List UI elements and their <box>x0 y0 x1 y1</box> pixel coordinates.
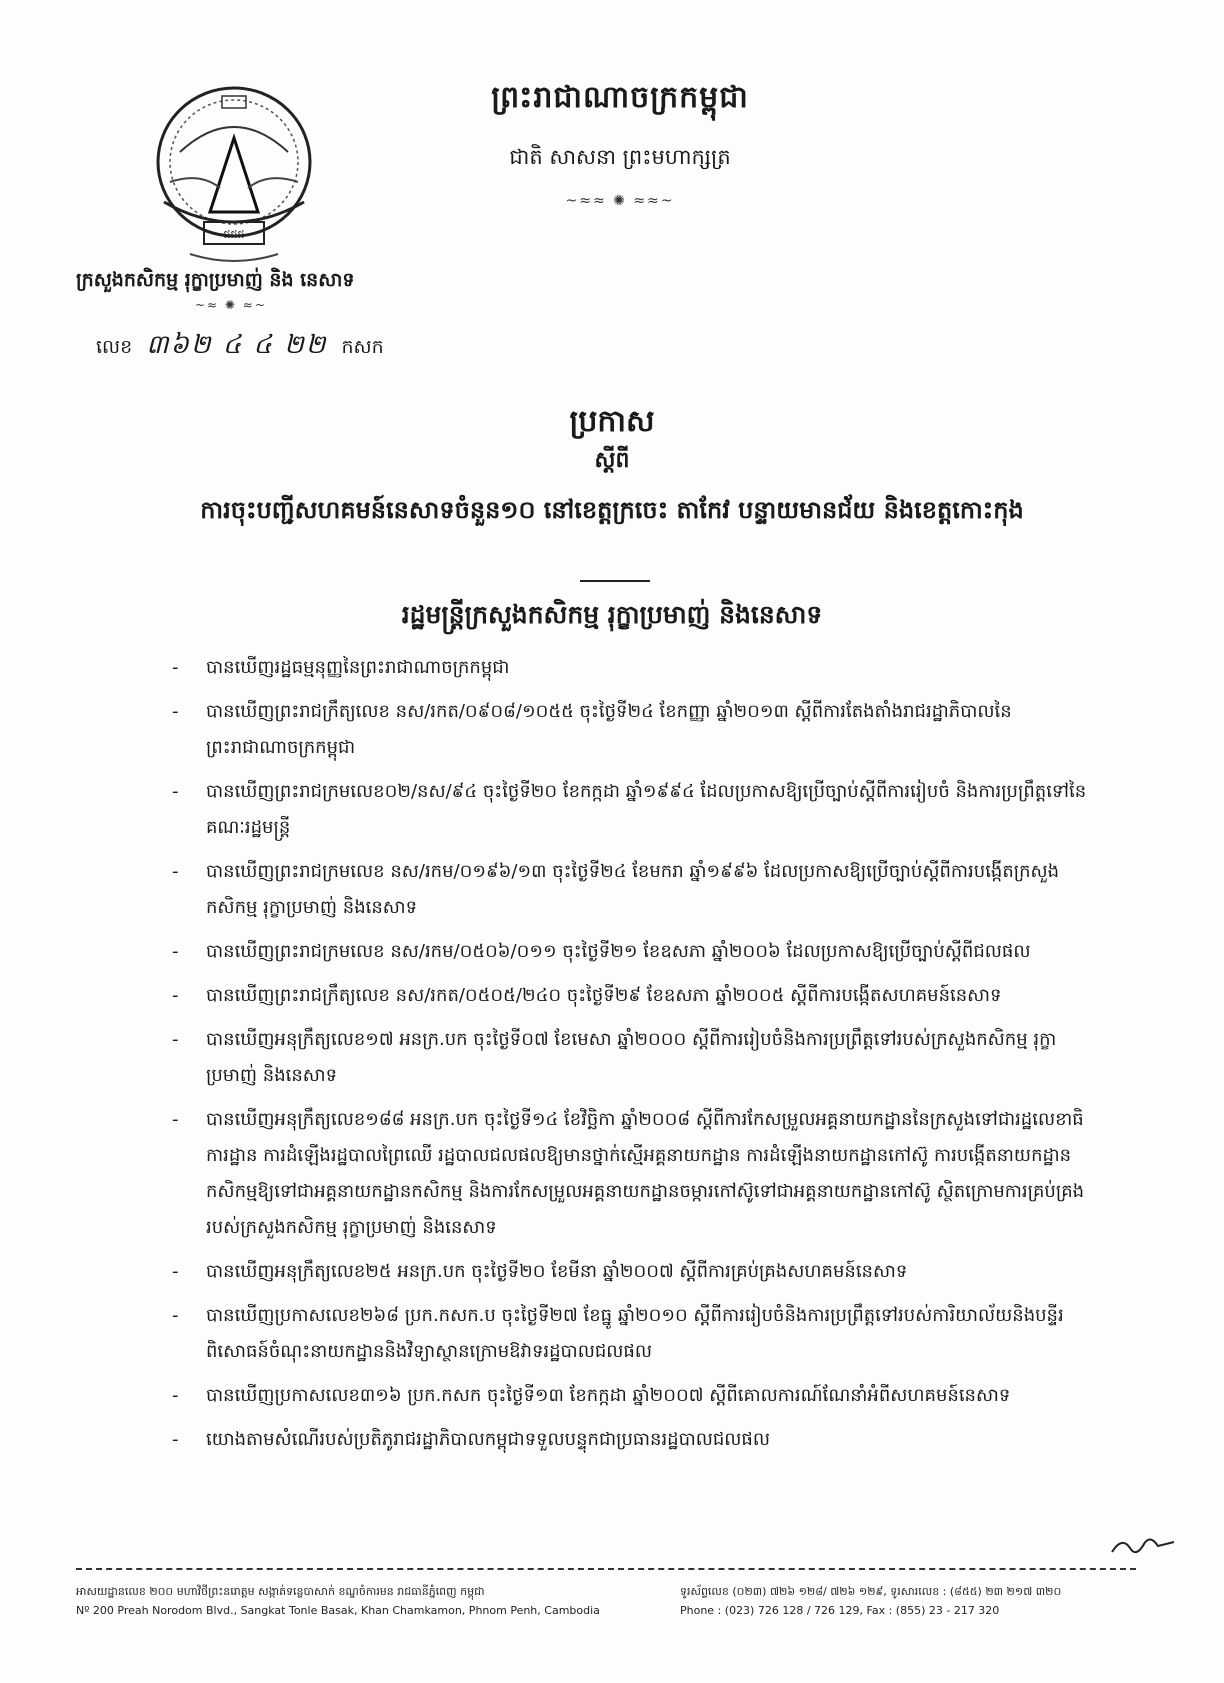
recital-text: បានឃើញព្រះរាជក្រឹត្យលេខ នស/រកត/០៩០៨/១០៥៥ ចុះថ្ងៃទី២៤ ខែកញ្ញា ឆ្នាំ២០១៣ ស្តីពីការតែងតាំងរាជរដ្ឋាភិបាលនៃព្រះរាជាណាចក្រកម្ពុជា <box>206 701 1012 758</box>
kingdom-title: ព្រះរាជាណាចក្រកម្ពុជា <box>491 80 749 115</box>
document-subject: ការចុះបញ្ជីសហគមន៍នេសាទចំនួន១០ នៅខេត្តក្រចេះ តាកែវ បន្ទាយមានជ័យ និងខេត្តកោះកុង <box>200 496 1024 524</box>
recital-text: យោងតាមសំណើរបស់ប្រតិភូរាជរដ្ឋាភិបាលកម្ពុជាទទួលបន្ទុកជាប្រធានរដ្ឋបាលជលផល <box>206 1429 770 1450</box>
recital-item: - បានឃើញប្រកាសលេខ២៦៨ ប្រក.កសក.ប ចុះថ្ងៃទី២៧ ខែធ្នូ ឆ្នាំ២០១០ ស្តីពីការរៀបចំនិងការប្រព្រឹត្តទៅរបស់ការិយាល័យនិងបន្ទីរពិសោធន៍ចំណុះនាយកដ្ឋាននិងវិទ្យាស្ថានក្រោមឱវាទរដ្ឋបាលជលផល <box>172 1305 1064 1362</box>
recital-text: បានឃើញព្រះរាជក្រឹត្យលេខ នស/រកត/០៥០៥/២៤០ ចុះថ្ងៃទី២៩ ខែឧសភា ឆ្នាំ២០០៥ ស្តីពីការបង្កើតសហគមន៍នេសាទ <box>206 985 1002 1006</box>
cambodia-emblem-icon <box>150 82 318 268</box>
ornament-divider-icon: ~≈≈ ✺ ≈≈~ <box>565 193 675 209</box>
recital-item: - បានឃើញអនុក្រឹត្យលេខ២៥ អនក្រ.បក ចុះថ្ងៃទី២០ ខែមីនា ឆ្នាំ២០០៧ ស្តីពីការគ្រប់គ្រងសហគមន៍នេសាទ <box>172 1261 908 1282</box>
document-about: ស្តីពី <box>594 448 630 473</box>
recital-text: បានឃើញរដ្ឋធម្មនុញ្ញនៃព្រះរាជាណាចក្រកម្ពុជា <box>206 657 510 678</box>
recital-item: - យោងតាមសំណើរបស់ប្រតិភូរាជរដ្ឋាភិបាលកម្ពុជាទទួលបន្ទុកជាប្រធានរដ្ឋបាលជលផល <box>172 1429 770 1450</box>
recital-text: បានឃើញអនុក្រឹត្យលេខ១៨៨ អនក្រ.បក ចុះថ្ងៃទី១៤ ខែវិច្ឆិកា ឆ្នាំ២០០៨ ស្តីពីការកែសម្រួលអគ្គនាយកដ្ឋាននៃក្រសួងទៅជារដ្ឋលេខាធិការដ្ឋាន ការដំឡើងរដ្ឋបាលព្រៃឈើ រដ្ឋបាលជលផលឱ្យមានថ្នាក់ស្មើអគ្គនាយកដ្ឋាន ការដំឡើងនាយកដ្ឋានកៅស៊ូ ការបង្កើតនាយកដ្ឋានកសិកម្មឱ្យទៅជាអគ្គនាយកដ្ឋានកសិកម្ម និងការកែសម្រួលអគ្គនាយកដ្ឋានចម្ការកៅស៊ូទៅជាអគ្គនាយកដ្ឋានកៅស៊ូ ស្ថិតក្រោមការគ្រប់គ្រងរបស់ក្រសួងកសិកម្ម រុក្ខាប្រមាញ់ និងនេសាទ <box>206 1109 1085 1238</box>
ref-number: ៣៦២ ៤ ៤ ២២ <box>146 330 328 360</box>
title-divider <box>580 580 650 582</box>
footer-address <box>76 1582 636 1620</box>
recital-text: បានឃើញប្រកាសលេខ២៦៨ ប្រក.កសក.ប ចុះថ្ងៃទី២៧ ខែធ្នូ ឆ្នាំ២០១០ ស្តីពីការរៀបចំនិងការប្រព្រឹត្តទៅរបស់ការិយាល័យនិងបន្ទីរពិសោធន៍ចំណុះនាយកដ្ឋាននិងវិទ្យាស្ថានក្រោមឱវាទរដ្ឋបាលជលផល <box>206 1305 1064 1362</box>
footer-contact <box>680 1582 1140 1620</box>
recital-item: - បានឃើញព្រះរាជក្រមលេខ នស/រកម/០១៩៦/១៣ ចុះថ្ងៃទី២៤ ខែមករា ឆ្នាំ១៩៩៦ ដែលប្រកាសឱ្យប្រើច្បាប់ស្តីពីការបង្កើតក្រសួងកសិកម្ម រុក្ខាប្រមាញ់ និងនេសាទ <box>172 861 1060 918</box>
recital-item: - បានឃើញរដ្ឋធម្មនុញ្ញនៃព្រះរាជាណាចក្រកម្ពុជា <box>172 657 510 678</box>
recital-item: - បានឃើញអនុក្រឹត្យលេខ១៨៨ អនក្រ.បក ចុះថ្ងៃទី១៤ ខែវិច្ឆិកា ឆ្នាំ២០០៨ ស្តីពីការកែសម្រួលអគ្គនាយកដ្ឋាននៃក្រសួងទៅជារដ្ឋលេខាធិការដ្ឋាន ការដំឡើងរដ្ឋបាលព្រៃឈើ រដ្ឋបាលជលផលឱ្យមានថ្នាក់ស្មើអគ្គនាយកដ្ឋាន ការដំឡើងនាយកដ្ឋានកៅស៊ូ ការបង្កើតនាយកដ្ឋានកសិកម្មឱ្យទៅជាអគ្គនាយកដ្ឋានកសិកម្ម និងការកែសម្រួលអគ្គនាយកដ្ឋានចម្ការកៅស៊ូទៅជាអគ្គនាយកដ្ឋានកៅស៊ូ ស្ថិតក្រោមការគ្រប់គ្រងរបស់ក្រសួងកសិកម្ម រុក្ខាប្រមាញ់ និងនេសាទ <box>172 1109 1085 1238</box>
footer-divider <box>76 1568 1136 1570</box>
recital-item: - បានឃើញអនុក្រឹត្យលេខ១៧ អនក្រ.បក ចុះថ្ងៃទី០៧ ខែមេសា ឆ្នាំ២០០០ ស្តីពីការរៀបចំនិងការប្រព្រឹត្តទៅរបស់ក្រសួងកសិកម្ម រុក្ខាប្រមាញ់ និងនេសាទ <box>172 1029 1057 1086</box>
footer-address-kh: អាសយដ្ឋានលេខ ២០០ មហាវិថីព្រះនរោត្តម សង្កាត់ទន្លេបាសាក់ ខណ្ឌចំការមន រាជធានីភ្នំពេញ កម្ពុជា <box>76 1585 485 1598</box>
footer-address-en: Nº 200 Preah Norodom Blvd., Sangkat Tonle Basak, Khan Chamkamon, Phnom Penh, Cambodia <box>76 1604 600 1617</box>
ref-suffix: កសក <box>341 336 384 358</box>
recital-text: បានឃើញព្រះរាជក្រមលេខ នស/រកម/០៥០៦/០១១ ចុះថ្ងៃទី២១ ខែឧសភា ឆ្នាំ២០០៦ ដែលប្រកាសឱ្យប្រើច្បាប់ស្តីពីជលផល <box>206 941 1031 962</box>
ministry-name: ក្រសួងកសិកម្ម រុក្ខាប្រមាញ់ និង នេសាទ <box>76 269 355 291</box>
initial-signature-icon <box>1108 1532 1178 1560</box>
footer-phone-kh: ទូរស័ព្ទលេខ (០២៣) ៧២៦ ១២៨/ ៧២៦ ១២៩, ទូរសារលេខ : (៨៥៥) ២៣ ២១៧ ៣២០ <box>680 1585 1062 1598</box>
recital-text: បានឃើញព្រះរាជក្រមលេខ នស/រកម/០១៩៦/១៣ ចុះថ្ងៃទី២៤ ខែមករា ឆ្នាំ១៩៩៦ ដែលប្រកាសឱ្យប្រើច្បាប់ស្តីពីការបង្កើតក្រសួងកសិកម្ម រុក្ខាប្រមាញ់ និងនេសាទ <box>206 861 1060 918</box>
recitals-list <box>172 650 1092 1466</box>
kingdom-header <box>420 78 820 209</box>
recital-item: - បានឃើញព្រះរាជក្រឹត្យលេខ នស/រកត/០៥០៥/២៤០ ចុះថ្ងៃទី២៩ ខែឧសភា ឆ្នាំ២០០៥ ស្តីពីការបង្កើតសហគមន៍នេសាទ <box>172 985 1002 1006</box>
recital-text: បានឃើញប្រកាសលេខ៣១៦ ប្រក.កសក ចុះថ្ងៃទី១៣ ខែកក្កដា ឆ្នាំ២០០៧ ស្តីពីគោលការណ៍ណែនាំអំពីសហគមន៍នេសាទ <box>206 1385 1011 1406</box>
recital-item: - បានឃើញព្រះរាជក្រមលេខ០២/នស/៩៤ ចុះថ្ងៃទី២០ ខែកក្កដា ឆ្នាំ១៩៩៤ ដែលប្រកាសឱ្យប្រើច្បាប់ស្តីពីការរៀបចំ និងការប្រព្រឹត្តទៅនៃគណៈរដ្ឋមន្ត្រី <box>172 781 1087 838</box>
recital-item: - បានឃើញព្រះរាជក្រឹត្យលេខ នស/រកត/០៩០៨/១០៥៥ ចុះថ្ងៃទី២៤ ខែកញ្ញា ឆ្នាំ២០១៣ ស្តីពីការតែងតាំងរាជរដ្ឋាភិបាលនៃព្រះរាជាណាចក្រកម្ពុជា <box>172 701 1012 758</box>
kingdom-motto: ជាតិ សាសនា ព្រះមហាក្សត្រ <box>509 145 731 169</box>
document-type: ប្រកាស <box>569 404 655 439</box>
minister-title: រដ្ឋមន្ត្រីក្រសួងកសិកម្ម រុក្ខាប្រមាញ់ និងនេសាទ <box>401 600 823 629</box>
ref-prefix: លេខ <box>96 336 133 358</box>
ministry-ornament-icon: ~≈ ✺ ≈~ <box>195 298 267 312</box>
recital-text: បានឃើញអនុក្រឹត្យលេខ២៥ អនក្រ.បក ចុះថ្ងៃទី២០ ខែមីនា ឆ្នាំ២០០៧ ស្តីពីការគ្រប់គ្រងសហគមន៍នេសាទ <box>206 1261 908 1282</box>
recital-item: - បានឃើញប្រកាសលេខ៣១៦ ប្រក.កសក ចុះថ្ងៃទី១៣ ខែកក្កដា ឆ្នាំ២០០៧ ស្តីពីគោលការណ៍ណែនាំអំពីសហគមន៍នេសាទ <box>172 1385 1011 1406</box>
svg-text:ជជជ: ជជជ <box>223 228 245 241</box>
recital-text: បានឃើញព្រះរាជក្រមលេខ០២/នស/៩៤ ចុះថ្ងៃទី២០ ខែកក្កដា ឆ្នាំ១៩៩៤ ដែលប្រកាសឱ្យប្រើច្បាប់ស្តីពីការរៀបចំ និងការប្រព្រឹត្តទៅនៃគណៈរដ្ឋមន្ត្រី <box>206 781 1087 838</box>
recital-item: - បានឃើញព្រះរាជក្រមលេខ នស/រកម/០៥០៦/០១១ ចុះថ្ងៃទី២១ ខែឧសភា ឆ្នាំ២០០៦ ដែលប្រកាសឱ្យប្រើច្បាប់ស្តីពីជលផល <box>172 941 1031 962</box>
footer-phone-en: Phone : (023) 726 128 / 726 129, Fax : (855) 23 - 217 320 <box>680 1604 1000 1617</box>
recital-text: បានឃើញអនុក្រឹត្យលេខ១៧ អនក្រ.បក ចុះថ្ងៃទី០៧ ខែមេសា ឆ្នាំ២០០០ ស្តីពីការរៀបចំនិងការប្រព្រឹត្តទៅរបស់ក្រសួងកសិកម្ម រុក្ខាប្រមាញ់ និងនេសាទ <box>206 1029 1057 1086</box>
reference-line <box>96 328 384 366</box>
